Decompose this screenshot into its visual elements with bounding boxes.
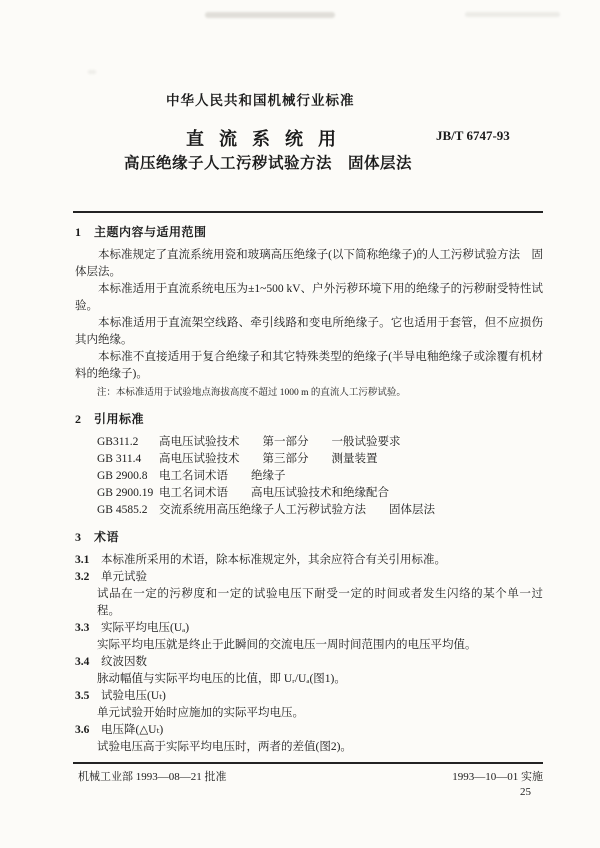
term-label: 电压降(△Uₜ) bbox=[101, 724, 164, 736]
term-definition: 实际平均电压就是终止于此瞬间的交流电压一周时间范围内的电压平均值。 bbox=[97, 639, 477, 651]
reference-code: GB 2900.8 bbox=[97, 470, 148, 482]
term-label: 本标准所采用的术语，除本标准规定外，其余应符合有关引用标准。 bbox=[101, 554, 446, 566]
reference-item bbox=[75, 451, 543, 468]
document-body bbox=[75, 224, 543, 756]
section2-heading: 2 引用标准 bbox=[75, 412, 145, 426]
footer-rule bbox=[73, 762, 543, 764]
term-definition: 脉动幅值与实际平均电压的比值，即 Uᵣ/Uₐ(图1)。 bbox=[97, 673, 346, 685]
paragraph: 本标准规定了直流系统用瓷和玻璃高压绝缘子(以下简称绝缘子)的人工污秽试验方法 固体层法。 bbox=[75, 249, 543, 278]
implementation-info: 1993—10—01 实施 bbox=[452, 771, 543, 783]
reference-code: GB 311.4 bbox=[97, 453, 142, 465]
reference-code: GB 2900.19 bbox=[97, 487, 154, 499]
term-number: 3.2 bbox=[75, 571, 90, 583]
term-item bbox=[75, 620, 543, 637]
term-item bbox=[75, 654, 543, 671]
section1-heading: 1 主题内容与适用范围 bbox=[75, 225, 207, 239]
term-definition: 试品在一定的污秽度和一定的试验电压下耐受一定的时间或者发生闪络的某个单一过程。 bbox=[97, 588, 543, 617]
term-label: 单元试验 bbox=[101, 571, 147, 583]
page-number: 25 bbox=[520, 786, 531, 798]
term-label: 纹波因数 bbox=[101, 656, 147, 668]
term-definition: 单元试验开始时应施加的实际平均电压。 bbox=[97, 707, 304, 719]
reference-code: GB311.2 bbox=[97, 436, 139, 448]
term-label: 实际平均电压(Uₐ) bbox=[101, 622, 190, 634]
paragraph: 本标准不直接适用于复合绝缘子和其它特殊类型的绝缘子(半导电釉绝缘子或涂覆有机材料的绝缘子)。 bbox=[75, 351, 543, 380]
reference-title: 电工名词术语 高电压试验技术和绝缘配合 bbox=[159, 487, 389, 499]
term-definition: 试验电压高于实际平均电压时，两者的差值(图2)。 bbox=[97, 741, 352, 753]
term-number: 3.3 bbox=[75, 622, 90, 634]
section-scope bbox=[75, 224, 543, 401]
standard-category: 中华人民共和国机械行业标准 bbox=[166, 93, 355, 108]
reference-code: GB 4585.2 bbox=[97, 504, 148, 516]
reference-title: 高电压试验技术 第一部分 一般试验要求 bbox=[159, 436, 401, 448]
term-number: 3.4 bbox=[75, 656, 90, 668]
reference-item bbox=[75, 485, 543, 502]
title-line1: 直流系统用 bbox=[186, 129, 351, 149]
standard-number: JB/T 6747-93 bbox=[436, 128, 510, 143]
reference-title: 交流系统用高压绝缘子人工污秽试验方法 固体层法 bbox=[159, 504, 435, 516]
header-rule bbox=[73, 211, 543, 213]
term-item bbox=[75, 722, 543, 739]
reference-title: 高电压试验技术 第三部分 测量装置 bbox=[159, 453, 378, 465]
approval-info: 机械工业部 1993—08—21 批准 bbox=[78, 771, 227, 783]
paragraph: 本标准适用于直流系统电压为±1~500 kV、户外污秽环境下用的绝缘子的污秽耐受特性试验。 bbox=[75, 283, 543, 312]
section-references bbox=[75, 411, 543, 519]
note-text: 注：本标准适用于试验地点海拔高度不超过 1000 m 的直流人工污秽试验。 bbox=[96, 388, 406, 398]
term-number: 3.5 bbox=[75, 690, 90, 702]
scan-smudge bbox=[465, 12, 560, 17]
term-item bbox=[75, 569, 543, 586]
scan-smudge bbox=[205, 12, 335, 18]
scan-smudge bbox=[88, 70, 96, 74]
section-terms bbox=[75, 529, 543, 756]
term-number: 3.6 bbox=[75, 724, 90, 736]
term-item bbox=[75, 552, 543, 569]
reference-item bbox=[75, 434, 543, 451]
term-number: 3.1 bbox=[75, 554, 90, 566]
title-line2: 高压绝缘子人工污秽试验方法 固体层法 bbox=[124, 155, 413, 172]
term-item bbox=[75, 688, 543, 705]
term-label: 试验电压(Uₜ) bbox=[101, 690, 166, 702]
reference-item bbox=[75, 468, 543, 485]
reference-item bbox=[75, 502, 543, 519]
reference-title: 电工名词术语 绝缘子 bbox=[159, 470, 286, 482]
paragraph: 本标准适用于直流架空线路、牵引线路和变电所绝缘子。它也适用于套管，但不应损伤其内绝缘。 bbox=[75, 317, 543, 346]
section3-heading: 3 术语 bbox=[75, 530, 120, 544]
